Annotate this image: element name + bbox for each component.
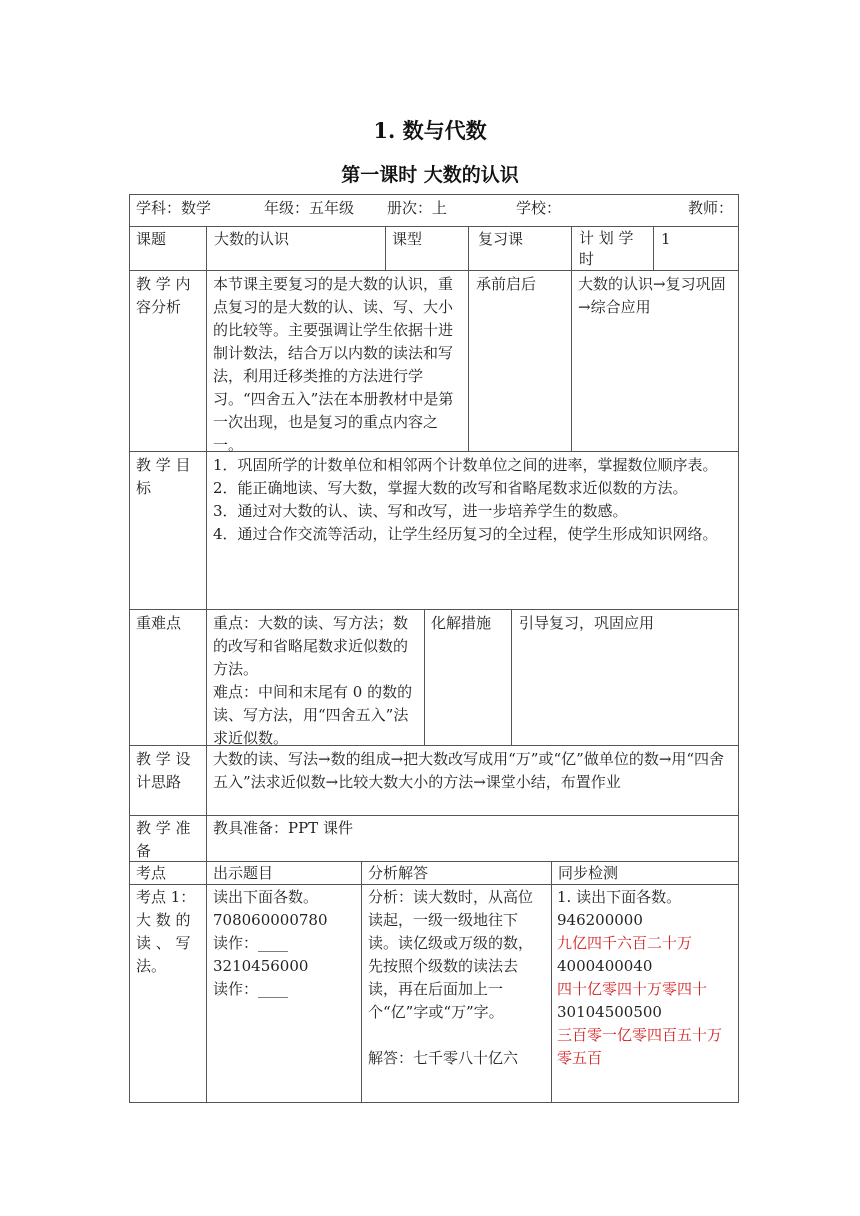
- goals-list: [213, 454, 733, 546]
- key-points-text: [213, 612, 420, 750]
- teacher-field: 教师：: [688, 199, 734, 217]
- measures-text: 引导复习，巩固应用: [519, 614, 655, 632]
- goal-item: 3．通过对大数的认、读、写和改写，进一步培养学生的数感。: [213, 502, 628, 520]
- answer-text: 解答：七千零八十亿六: [368, 1049, 519, 1067]
- key-points-label: 重难点: [136, 614, 182, 632]
- check-number: 4000400040: [557, 957, 653, 975]
- preparation-label: 教 学 准 备: [136, 819, 191, 860]
- planned-hours-label: 计 划 学 时: [579, 229, 634, 268]
- measures-label: 化解措施: [431, 614, 492, 632]
- school-field: 学校：: [516, 199, 562, 217]
- goal-item: 2．能正确地读、写大数，掌握大数的改写和省略尾数求近似数的方法。: [213, 479, 688, 497]
- design-label: 教 学 设 计思路: [136, 750, 191, 791]
- point-1-check: [557, 886, 733, 1070]
- subject-field: 学科：数学: [136, 199, 212, 217]
- question-intro: 读出下面各数。: [213, 888, 319, 906]
- content-analysis-text: 本节课主要复习的是大数的认识，重点复习的是大数的认、读、写、大小的比较等。主要强调让学生依据十进制计数法，结合万以内数的读法和写法，利用迁移类推的方法进行学习。“四舍五入”法在本册教材中是第一次出现，也是复习的重点内容之一。: [213, 275, 454, 454]
- question-number: 3210456000: [213, 957, 309, 975]
- lesson-title: 第一课时 大数的认识: [341, 164, 519, 186]
- topic-value: 大数的认识: [214, 230, 290, 248]
- point-1-question: [213, 886, 358, 1001]
- column-header-question: 出示题目: [213, 864, 274, 882]
- column-header-analysis: 分析解答: [368, 864, 429, 882]
- point-1-label: 考点 1：大 数 的 读 、 写法。: [136, 888, 196, 975]
- difficult-point: 难点：中间和末尾有 0 的数的读、写方法，用“四舍五入”法求近似数。: [213, 683, 413, 747]
- lesson-type-label: 课型: [392, 230, 423, 248]
- volume-field: 册次：上: [387, 199, 448, 217]
- question-number: 708060000780: [213, 911, 328, 929]
- content-analysis-label: 教 学 内 容分析: [136, 275, 191, 316]
- check-number: 946200000: [557, 911, 643, 929]
- continuity-label: 承前启后: [476, 275, 537, 293]
- analysis-text: 分析：读大数时，从高位读起，一级一级地往下读。读亿级或万级的数，先按照个级数的读法去读，再在后面加上一个“亿”字或“万”字。: [368, 888, 534, 1021]
- check-answer: 四十亿零四十万零四十: [557, 980, 708, 998]
- column-header-check: 同步检测: [558, 864, 619, 882]
- continuity-text: 大数的认识→复习巩固→综合应用: [578, 275, 726, 316]
- lesson-type-value: 复习课: [478, 230, 524, 248]
- check-answer: 九亿四千六百二十万: [557, 934, 693, 952]
- check-answer: 三百零一亿零四百五十万零五百: [557, 1026, 723, 1067]
- check-intro: 1. 读出下面各数。: [557, 888, 682, 906]
- goal-item: 1．巩固所学的计数单位和相邻两个计数单位之间的进率，掌握数位顺序表。: [213, 456, 718, 474]
- grade-field: 年级：五年级: [264, 199, 355, 217]
- design-text: 大数的读、写法→数的组成→把大数改写成用“万”或“亿”做单位的数→用“四舍五入”法求近似数→比较大数大小的方法→课堂小结，布置作业: [213, 750, 725, 791]
- planned-hours-value: 1: [661, 230, 671, 248]
- column-header-point: 考点: [136, 864, 167, 882]
- key-point: 重点：大数的读、写方法；数的改写和省略尾数求近似数的方法。: [213, 614, 409, 678]
- point-1-analysis: [368, 886, 546, 1070]
- question-read-blank: 读作：____: [213, 934, 289, 952]
- goal-item: 4．通过合作交流等活动，让学生经历复习的全过程，使学生形成知识网络。: [213, 525, 718, 543]
- check-number: 30104500500: [557, 1003, 662, 1021]
- question-read-blank: 读作：____: [213, 980, 289, 998]
- document-title: 1. 数与代数: [373, 118, 487, 143]
- preparation-text: 教具准备：PPT 课件: [213, 819, 353, 837]
- goals-label: 教 学 目 标: [136, 456, 191, 497]
- topic-label: 课题: [136, 230, 167, 248]
